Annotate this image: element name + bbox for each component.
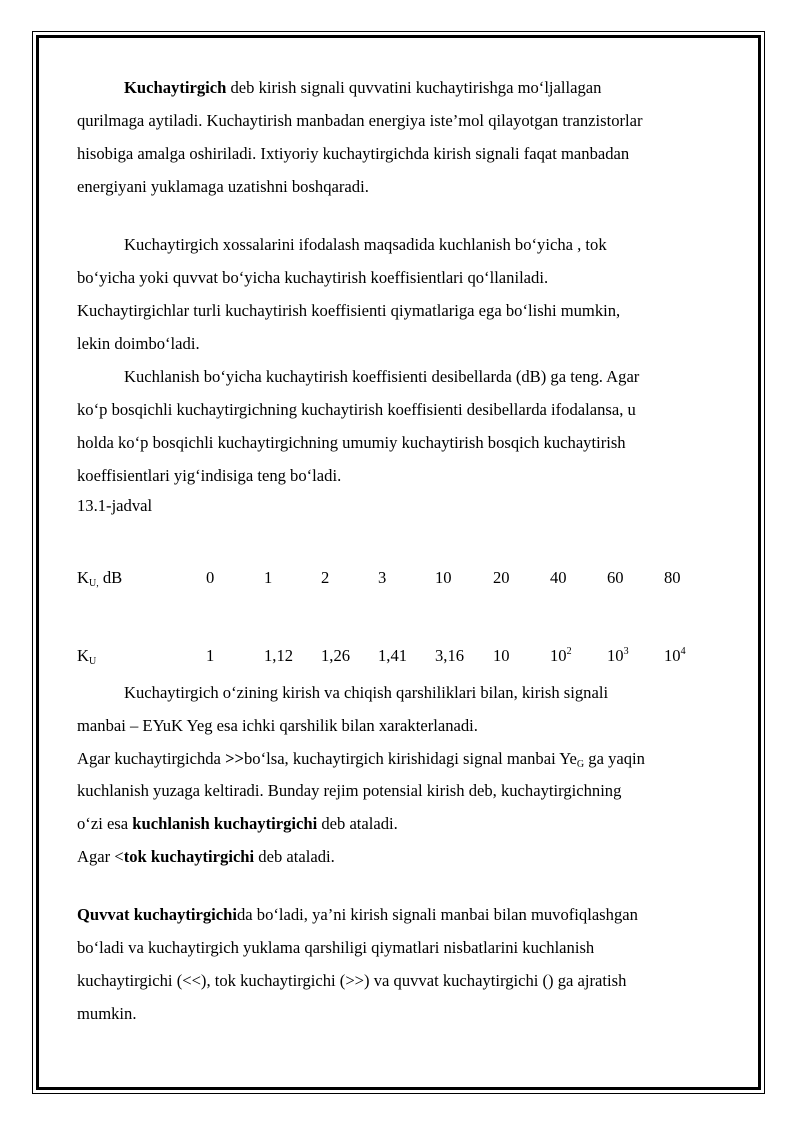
db-unit: dB — [98, 568, 123, 587]
p4-line-5 — [77, 814, 398, 834]
table-row2-cell: 10 — [493, 646, 510, 665]
table-row2-cell: 3,16 — [435, 646, 465, 665]
power-exponent: 3 — [623, 646, 629, 657]
p4-line-3-text-c: bo‘lsa, kuchaytirgich kirishidagi signal manbai Ye — [244, 749, 577, 768]
table-row1-cell: 10 — [435, 568, 452, 587]
p4-line-5-text-c: deb ataladi. — [317, 814, 398, 833]
p2-line-3: Kuchaytirgichlar turli kuchaytirish koeffisienti qiymatlariga ega bo‘lishi mumkin, — [77, 301, 621, 320]
table-row2-cell — [607, 646, 629, 666]
p1-line-1-text: deb kirish signali quvvatini kuchaytirishga mo‘ljallagan — [226, 78, 602, 97]
p5-line-2: bo‘ladi va kuchaytirgich yuklama qarshiligi qiymatlari nisbatlarini kuchlanish — [77, 938, 595, 957]
p3-line-2: ko‘p bosqichli kuchaytirgichning kuchaytirish koeffisienti desibellarda ifodalansa, u — [77, 400, 636, 419]
p1-line-4: energiyani yuklamaga uzatishni boshqaradi. — [77, 177, 369, 196]
p2-line-2: bo‘yicha yoki quvvat bo‘yicha kuchaytirish koeffisientlari qo‘llaniladi. — [77, 268, 549, 287]
table-row1-cell: 60 — [607, 568, 624, 587]
table-row2-label — [77, 646, 96, 666]
p3-line-1: Kuchlanish bo‘yicha kuchaytirish koeffisienti desibellarda (dB) ga teng. Agar — [124, 367, 640, 386]
power-base: 10 — [664, 646, 681, 665]
table-row2-cell — [664, 646, 686, 666]
term-kuchaytirgich: Kuchaytirgich — [124, 78, 227, 97]
p4-line-1: Kuchaytirgich o‘zining kirish va chiqish qarshiliklari bilan, kirish signali — [124, 683, 609, 702]
term-quvvat-kuchaytirgichi: Quvvat kuchaytirgichi — [77, 905, 237, 924]
term-kuchlanish-kuchaytirgichi: kuchlanish kuchaytirgichi — [132, 814, 318, 833]
table-row2-cell — [550, 646, 572, 666]
p5-line-4: mumkin. — [77, 1004, 137, 1023]
table-row2-cell: 1,12 — [264, 646, 294, 665]
table-row1-cell: 3 — [378, 568, 387, 587]
table-caption: 13.1-jadval — [77, 496, 153, 515]
ku-symbol: K — [77, 646, 89, 665]
table-row1-label — [77, 568, 122, 588]
term-tok-kuchaytirgichi: tok kuchaytirgichi — [123, 847, 255, 866]
power-base: 10 — [607, 646, 624, 665]
p2-line-1: Kuchaytirgich xossalarini ifodalash maqsadida kuchlanish bo‘yicha , tok — [124, 235, 607, 254]
p3-line-3: holda ko‘p bosqichli kuchaytirgichning umumiy kuchaytirish bosqich kuchaytirish — [77, 433, 626, 452]
ku-symbol: K — [77, 568, 89, 587]
power-exponent: 2 — [566, 646, 572, 657]
table-row1-cell: 40 — [550, 568, 567, 587]
power-exponent: 4 — [680, 646, 686, 657]
p4-line-3-text-a: Agar kuchaytirgichda — [77, 749, 226, 768]
p1-line-1 — [124, 78, 601, 98]
p3-line-4: koeffisientlari yig‘indisiga teng bo‘ladi. — [77, 466, 342, 485]
p4-line-6-text-c: deb ataladi. — [254, 847, 335, 866]
much-greater-sign: >> — [225, 749, 244, 768]
table-row1-cell: 2 — [321, 568, 330, 587]
p4-line-6-text-a: Agar < — [77, 847, 124, 866]
ku-subscript: U, — [88, 578, 99, 589]
p4-line-5-text-a: o‘zi esa — [77, 814, 133, 833]
p4-line-6 — [77, 847, 335, 867]
p5-line-3: kuchaytirgichi (<<), tok kuchaytirgichi (>>) va quvvat kuchaytirgichi () ga ajratish — [77, 971, 627, 990]
table-row1-cell: 1 — [264, 568, 273, 587]
table-row2-cell: 1,26 — [321, 646, 351, 665]
p4-line-4: kuchlanish yuzaga keltiradi. Bunday rejim potensial kirish deb, kuchaytirgichning — [77, 781, 622, 800]
ku-subscript: U — [88, 656, 97, 667]
power-base: 10 — [550, 646, 567, 665]
p5-line-1 — [77, 905, 638, 925]
table-row1-cell: 20 — [493, 568, 510, 587]
p1-line-2: qurilmaga aytiladi. Kuchaytirish manbadan energiya iste’mol qilayotgan tranzistorlar — [77, 111, 643, 130]
table-row2-cell: 1 — [206, 646, 215, 665]
yeg-subscript: G — [576, 759, 585, 770]
table-row1-cell: 80 — [664, 568, 681, 587]
p4-line-2: manbai – EYuK Yeg esa ichki qarshilik bilan xarakterlanadi. — [77, 716, 478, 735]
p2-line-4: lekin doimbo‘ladi. — [77, 334, 200, 353]
table-row2-cell: 1,41 — [378, 646, 408, 665]
p4-line-3-text-d: ga yaqin — [584, 749, 645, 768]
p1-line-3: hisobiga amalga oshiriladi. Ixtiyoriy kuchaytirgichda kirish signali faqat manbadan — [77, 144, 630, 163]
p5-line-1-text: da bo‘ladi, ya’ni kirish signali manbai bilan muvofiqlashgan — [236, 905, 638, 924]
table-row1-cell: 0 — [206, 568, 215, 587]
p4-line-3 — [77, 749, 645, 769]
